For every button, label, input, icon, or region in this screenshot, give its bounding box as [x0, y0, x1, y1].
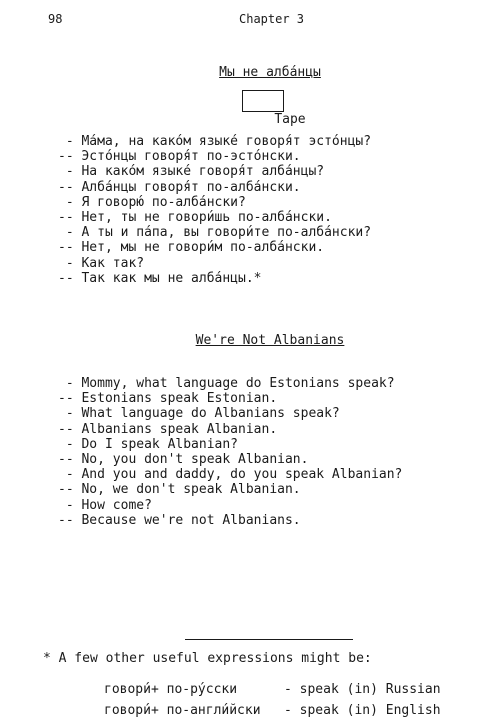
chapter-heading: Chapter 3	[239, 12, 305, 26]
dialog-line: - Я говорю́ по-алба́нски?	[58, 194, 246, 210]
dialog-line: -- Нет, ты не говори́шь по-алба́нски.	[58, 210, 332, 226]
expression-english: - speak (in) English	[284, 703, 441, 718]
dialog-line: - На како́м языке́ говоря́т алба́нцы?	[58, 164, 325, 180]
dialog-line: - Ма́ма, на како́м языке́ говоря́т эсто́нцы?	[58, 134, 372, 149]
russian-dialog-title: Мы не алба́нцы	[219, 65, 321, 80]
english-dialog	[58, 376, 402, 528]
footnote-text: * A few other useful expressions might be:	[43, 651, 372, 666]
dialog-line: -- Albanians speak Albanian.	[58, 421, 278, 437]
dialog-line: - Do I speak Albanian?	[58, 436, 239, 452]
expression-russian: говори́+ по-ру́сски	[104, 682, 238, 697]
expression-english: - speak (in) Russian	[284, 682, 441, 697]
dialog-line: - А ты и па́па, вы говори́те по-алба́нски?	[58, 225, 372, 241]
dialog-line: -- Because we're not Albanians.	[58, 512, 301, 528]
expression-russian: говори́+ по-англи́йски	[104, 703, 261, 718]
english-dialog-title: We're Not Albanians	[195, 333, 345, 348]
footnote-divider	[185, 639, 353, 640]
expression-row	[104, 679, 441, 700]
dialog-line: -- Так как мы не алба́нцы.*	[58, 270, 262, 286]
dialog-line: - And you and daddy, do you speak Albanian?	[58, 467, 403, 483]
dialog-line: - Как так?	[58, 255, 145, 271]
dialog-line: - What language do Albanians speak?	[58, 406, 340, 422]
dialog-line: - How come?	[58, 497, 152, 513]
russian-dialog	[58, 134, 371, 286]
expression-row	[104, 700, 441, 721]
dialog-line: -- No, we don't speak Albanian.	[58, 482, 301, 498]
expression-list	[104, 679, 441, 721]
dialog-line: -- Алба́нцы говоря́т по-алба́нски.	[58, 179, 301, 195]
dialog-line: -- Estonians speak Estonian.	[58, 391, 278, 407]
dialog-line: - Mommy, what language do Estonians speak?	[58, 376, 395, 391]
page-number: 98	[48, 12, 63, 26]
dialog-line: -- Эсто́нцы говоря́т по-эсто́нски.	[58, 149, 301, 165]
tape-label: Tape	[274, 112, 306, 127]
tape-label-box	[242, 90, 306, 127]
dialog-line: -- No, you don't speak Albanian.	[58, 452, 309, 468]
dialog-line: -- Нет, мы не говори́м по-алба́нски.	[58, 240, 325, 256]
